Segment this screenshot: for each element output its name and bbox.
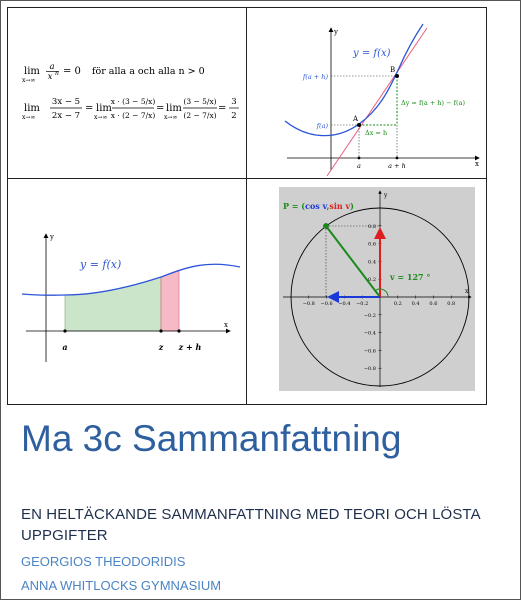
angle-label: v = 127 ° xyxy=(390,272,431,282)
lim-2: lim xyxy=(24,103,40,114)
x-tick-label: 0.6 xyxy=(429,301,438,307)
eq-1: = xyxy=(85,103,94,114)
unit-circle-panel xyxy=(247,179,486,404)
lim-1: lim xyxy=(24,66,40,77)
delta-x-label: Δx = h xyxy=(365,129,388,137)
integral-panel xyxy=(8,179,246,404)
grid-divider-vertical xyxy=(246,8,247,404)
x-axis-label: x xyxy=(224,321,228,329)
fah-label: f(a + h) xyxy=(302,73,328,81)
x-axis-label: x xyxy=(475,160,479,168)
zh-tick-label: z + h xyxy=(178,342,202,352)
x-tick-label: 0.4 xyxy=(411,301,420,307)
derivative-panel xyxy=(247,8,486,178)
point-b xyxy=(395,74,399,78)
lim-3-sub: x→∞ xyxy=(94,114,108,121)
page-title: Ma 3c Sammanfattning xyxy=(21,418,402,459)
x-tick-label: 0.2 xyxy=(393,301,402,307)
y-axis-label: y xyxy=(334,28,338,36)
eq-2: = xyxy=(156,103,165,114)
frac2-den: x · (2 − 7/x) xyxy=(110,111,156,120)
curve-label: y = f(x) xyxy=(353,48,391,59)
a-tick-label: a xyxy=(357,162,361,170)
result-num: 3 xyxy=(231,97,237,107)
x-tick-label: −0.6 xyxy=(320,301,333,307)
frac2-num: x · (3 − 5/x) xyxy=(110,97,156,106)
ah-tick-label: a + h xyxy=(388,162,406,170)
point-p xyxy=(323,223,328,228)
author-name: GEORGIOS THEODORIDIS xyxy=(21,554,186,569)
lim-1-condition: för alla a och alla n > 0 xyxy=(92,66,205,77)
lim-1-den: x xyxy=(47,72,53,82)
y-tick-label: 0.8 xyxy=(368,223,376,230)
x-tick-label: −0.2 xyxy=(356,301,369,307)
point-a xyxy=(357,123,361,127)
frac3-num: (3 − 5/x) xyxy=(183,97,217,106)
y-axis-label: y xyxy=(50,233,54,241)
delta-y-label: Δy = f(a + h) − f(a) xyxy=(401,99,465,107)
result-den: 2 xyxy=(231,111,237,121)
point-p-label: P = (cos v,sin v) xyxy=(283,201,354,211)
lim-1-rhs: = 0 xyxy=(63,66,81,77)
lim-2-sub: x→∞ xyxy=(22,114,36,121)
frac1-den: 2x − 7 xyxy=(51,111,81,121)
lim-1-exp: n xyxy=(55,70,59,77)
x-tick-label: −0.4 xyxy=(338,301,351,307)
y-tick-label: 0.4 xyxy=(368,259,376,266)
y-tick-label: −0.8 xyxy=(363,366,376,373)
unit-circle-figure xyxy=(247,179,486,404)
y-tick-label: −0.2 xyxy=(363,312,376,319)
lim-3: lim xyxy=(96,103,112,114)
lim-1-sub: x→∞ xyxy=(22,77,36,84)
frac1-num: 3x − 5 xyxy=(51,97,81,107)
curve-label: y = f(x) xyxy=(80,258,122,271)
limits-panel xyxy=(8,8,246,178)
limits-formulas xyxy=(8,8,246,178)
area-a-to-z xyxy=(65,277,161,331)
y-tick-label: 0.6 xyxy=(368,241,376,248)
point-a-label: A xyxy=(353,115,359,123)
grid-divider-horizontal xyxy=(8,178,486,179)
y-tick-label: −0.4 xyxy=(363,330,376,337)
x-tick-label: −0.8 xyxy=(302,301,315,307)
school-name: ANNA WHITLOCKS GYMNASIUM xyxy=(21,578,222,593)
y-axis-label: y xyxy=(384,192,388,199)
frac3-den: (2 − 7/x) xyxy=(183,111,217,120)
a-tick-label: a xyxy=(62,342,68,352)
x-axis-label: x xyxy=(465,288,469,295)
y-tick-label: −0.6 xyxy=(363,348,376,355)
lim-1-num: a xyxy=(49,62,55,72)
fa-label: f(a) xyxy=(316,122,328,130)
y-tick-label: 0.2 xyxy=(368,277,376,284)
derivative-figure xyxy=(247,8,486,178)
eq-3: = xyxy=(218,103,227,114)
z-tick-label: z xyxy=(158,342,164,352)
point-b-label: B xyxy=(390,66,396,74)
area-z-to-zh xyxy=(161,270,179,331)
x-tick-label: 0.8 xyxy=(447,301,456,307)
lim-4-sub: x→∞ xyxy=(164,114,178,121)
integral-figure xyxy=(8,179,246,404)
subtitle: EN HELTÄCKANDE SAMMANFATTNING MED TEORI OCH LÖSTA UPPGIFTER xyxy=(21,506,480,544)
lim-4: lim xyxy=(166,103,182,114)
figure-grid xyxy=(7,7,487,405)
